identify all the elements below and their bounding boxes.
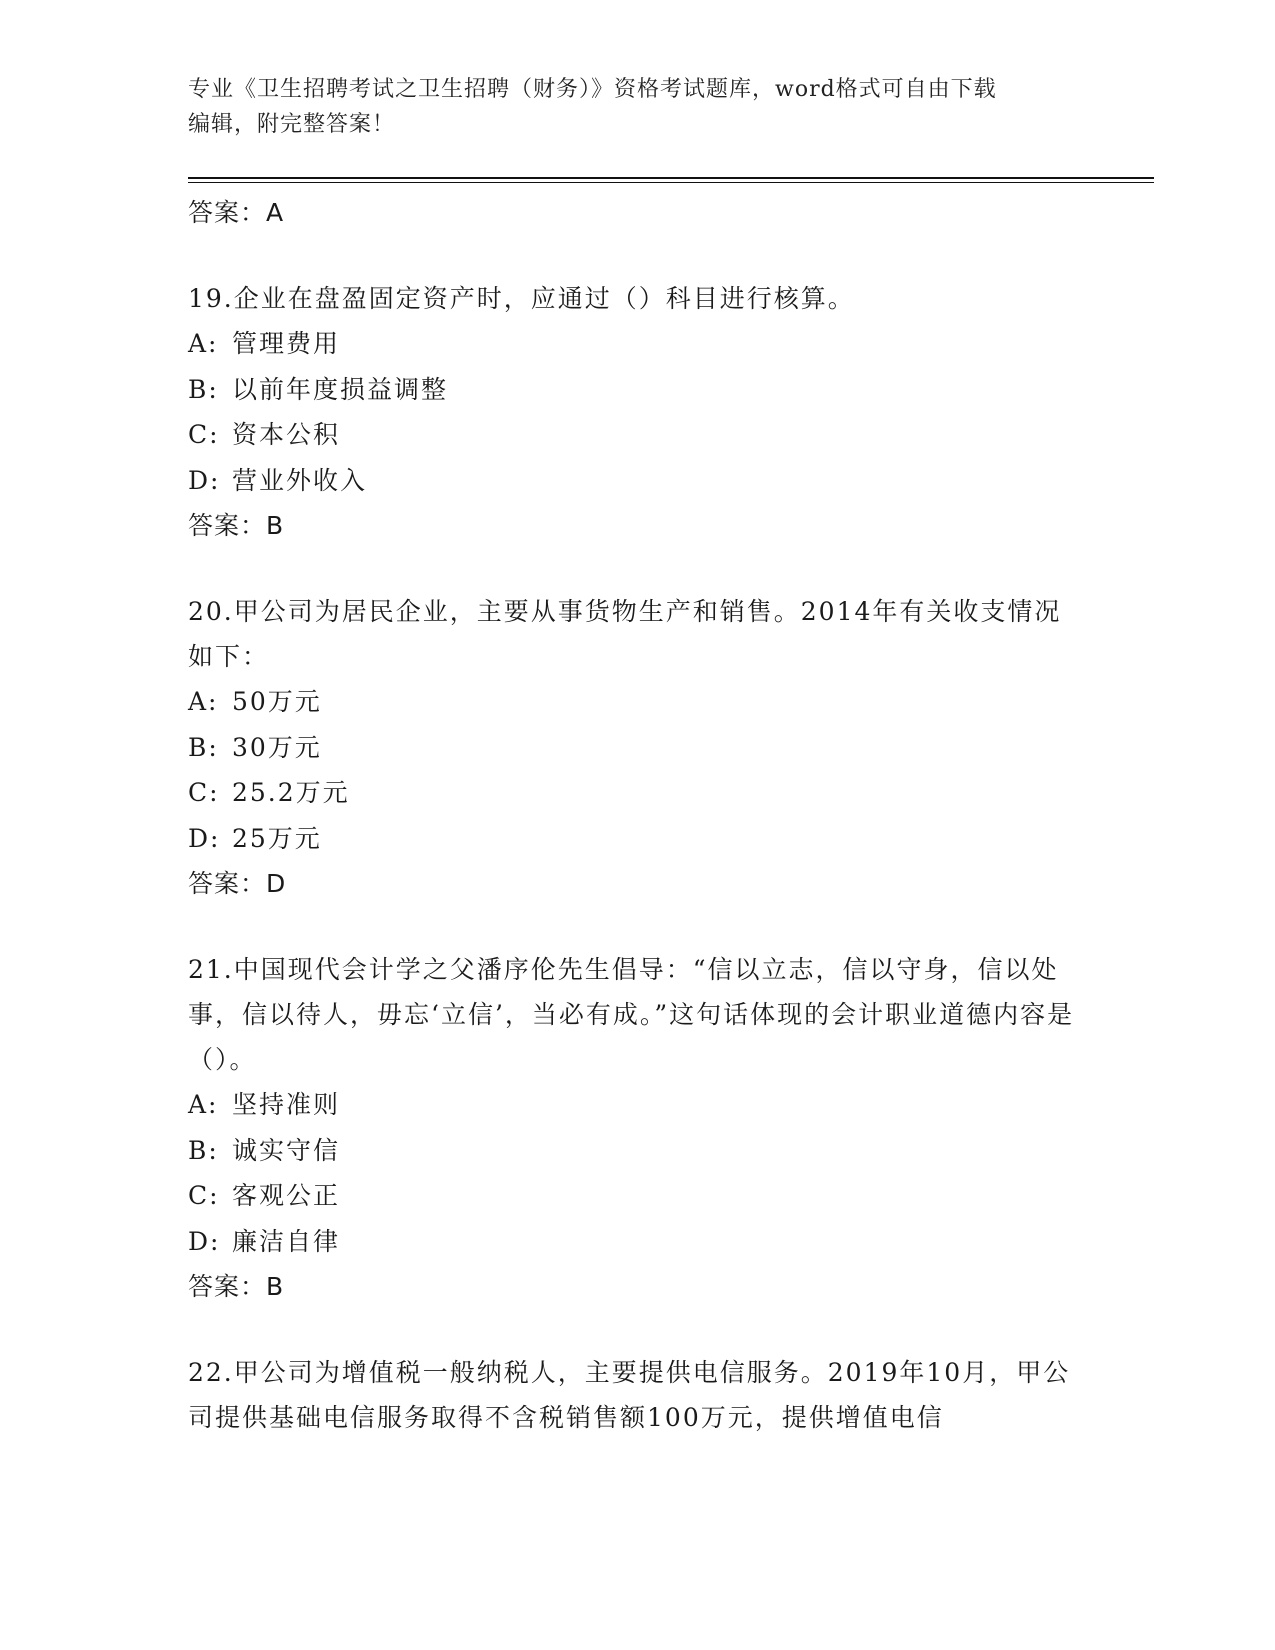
question-number: 19.	[188, 284, 234, 313]
answer-line	[188, 1264, 1088, 1310]
option-d	[188, 1219, 1088, 1265]
option-text: 25万元	[232, 823, 322, 853]
question-item	[188, 1350, 1088, 1440]
option-c	[188, 412, 1088, 458]
option-text: 以前年度损益调整	[232, 374, 449, 404]
option-key: C:	[188, 778, 220, 807]
answer-line	[188, 190, 1088, 236]
option-text: 坚持准则	[232, 1090, 341, 1119]
question-text	[188, 1350, 1088, 1440]
answer-value: B	[266, 511, 285, 540]
option-key: B:	[188, 374, 219, 404]
answer-separator: ：	[240, 511, 267, 540]
header-divider	[188, 177, 1154, 179]
option-text: 50万元	[232, 687, 322, 716]
header-line-1: 专业《卫生招聘考试之卫生招聘（财务）》资格考试题库，word格式可自由下载	[188, 77, 997, 102]
option-text: 资本公积	[232, 420, 341, 449]
option-b	[188, 367, 1088, 413]
option-key: A:	[188, 1090, 219, 1119]
option-a	[188, 1082, 1088, 1128]
answer-separator: ：	[240, 198, 267, 227]
option-text: 营业外收入	[232, 465, 368, 495]
header-divider-thin	[188, 182, 1154, 183]
option-a	[188, 679, 1088, 725]
option-a	[188, 321, 1088, 367]
question-list	[188, 190, 1088, 1440]
header-line-2: 编辑，附完整答案！	[188, 112, 396, 137]
option-key: A:	[188, 329, 219, 358]
question-item	[188, 276, 1088, 549]
option-b	[188, 725, 1088, 771]
option-text: 25.2万元	[232, 778, 350, 807]
question-number: 21.	[188, 955, 234, 984]
option-key: A:	[188, 687, 219, 716]
option-c	[188, 1173, 1088, 1219]
answer-label: 答案	[188, 869, 241, 898]
answer-label: 答案	[188, 511, 241, 540]
answer-label: 答案	[188, 1272, 241, 1301]
option-text: 廉洁自律	[232, 1226, 341, 1256]
option-text: 30万元	[232, 732, 322, 762]
answer-line	[188, 861, 1088, 907]
option-text: 客观公正	[232, 1181, 341, 1210]
option-key: B:	[188, 732, 219, 762]
question-body: 甲公司为居民企业，主要从事货物生产和销售。2014年有关收支情况如下：	[188, 597, 1062, 671]
option-d	[188, 816, 1088, 862]
option-key: D:	[188, 823, 221, 853]
option-text: 诚实守信	[232, 1135, 341, 1165]
question-body: 中国现代会计学之父潘序伦先生倡导：“信以立志，信以守身，信以处事，信以待人，毋忘‘立信’，当必有成。”这句话体现的会计职业道德内容是（）。	[188, 955, 1075, 1074]
answer-label: 答案	[188, 198, 241, 227]
option-key: C:	[188, 420, 220, 449]
question-text	[188, 947, 1088, 1082]
option-key: D:	[188, 465, 221, 495]
option-b	[188, 1128, 1088, 1174]
question-body: 企业在盘盈固定资产时，应通过（）科目进行核算。	[233, 284, 855, 313]
question-number: 20.	[188, 597, 234, 626]
answer-separator: ：	[240, 869, 267, 898]
answer-value: D	[266, 869, 287, 898]
option-key: B:	[188, 1135, 219, 1165]
question-text	[188, 589, 1088, 679]
question-number: 22.	[188, 1358, 234, 1387]
document-header	[188, 72, 1088, 142]
question-text	[188, 276, 1088, 321]
answer-separator: ：	[240, 1272, 267, 1301]
question-body: 甲公司为增值税一般纳税人，主要提供电信服务。2019年10月，甲公司提供基础电信服务取得不含税销售额100万元，提供增值电信	[188, 1358, 1071, 1432]
option-d	[188, 458, 1088, 504]
option-text: 管理费用	[232, 329, 341, 358]
question-item	[188, 589, 1088, 907]
answer-line	[188, 503, 1088, 549]
question-item	[188, 947, 1088, 1310]
answer-value: A	[266, 198, 285, 227]
option-key: D:	[188, 1226, 221, 1256]
answer-value: B	[266, 1272, 285, 1301]
option-key: C:	[188, 1181, 220, 1210]
option-c	[188, 770, 1088, 816]
